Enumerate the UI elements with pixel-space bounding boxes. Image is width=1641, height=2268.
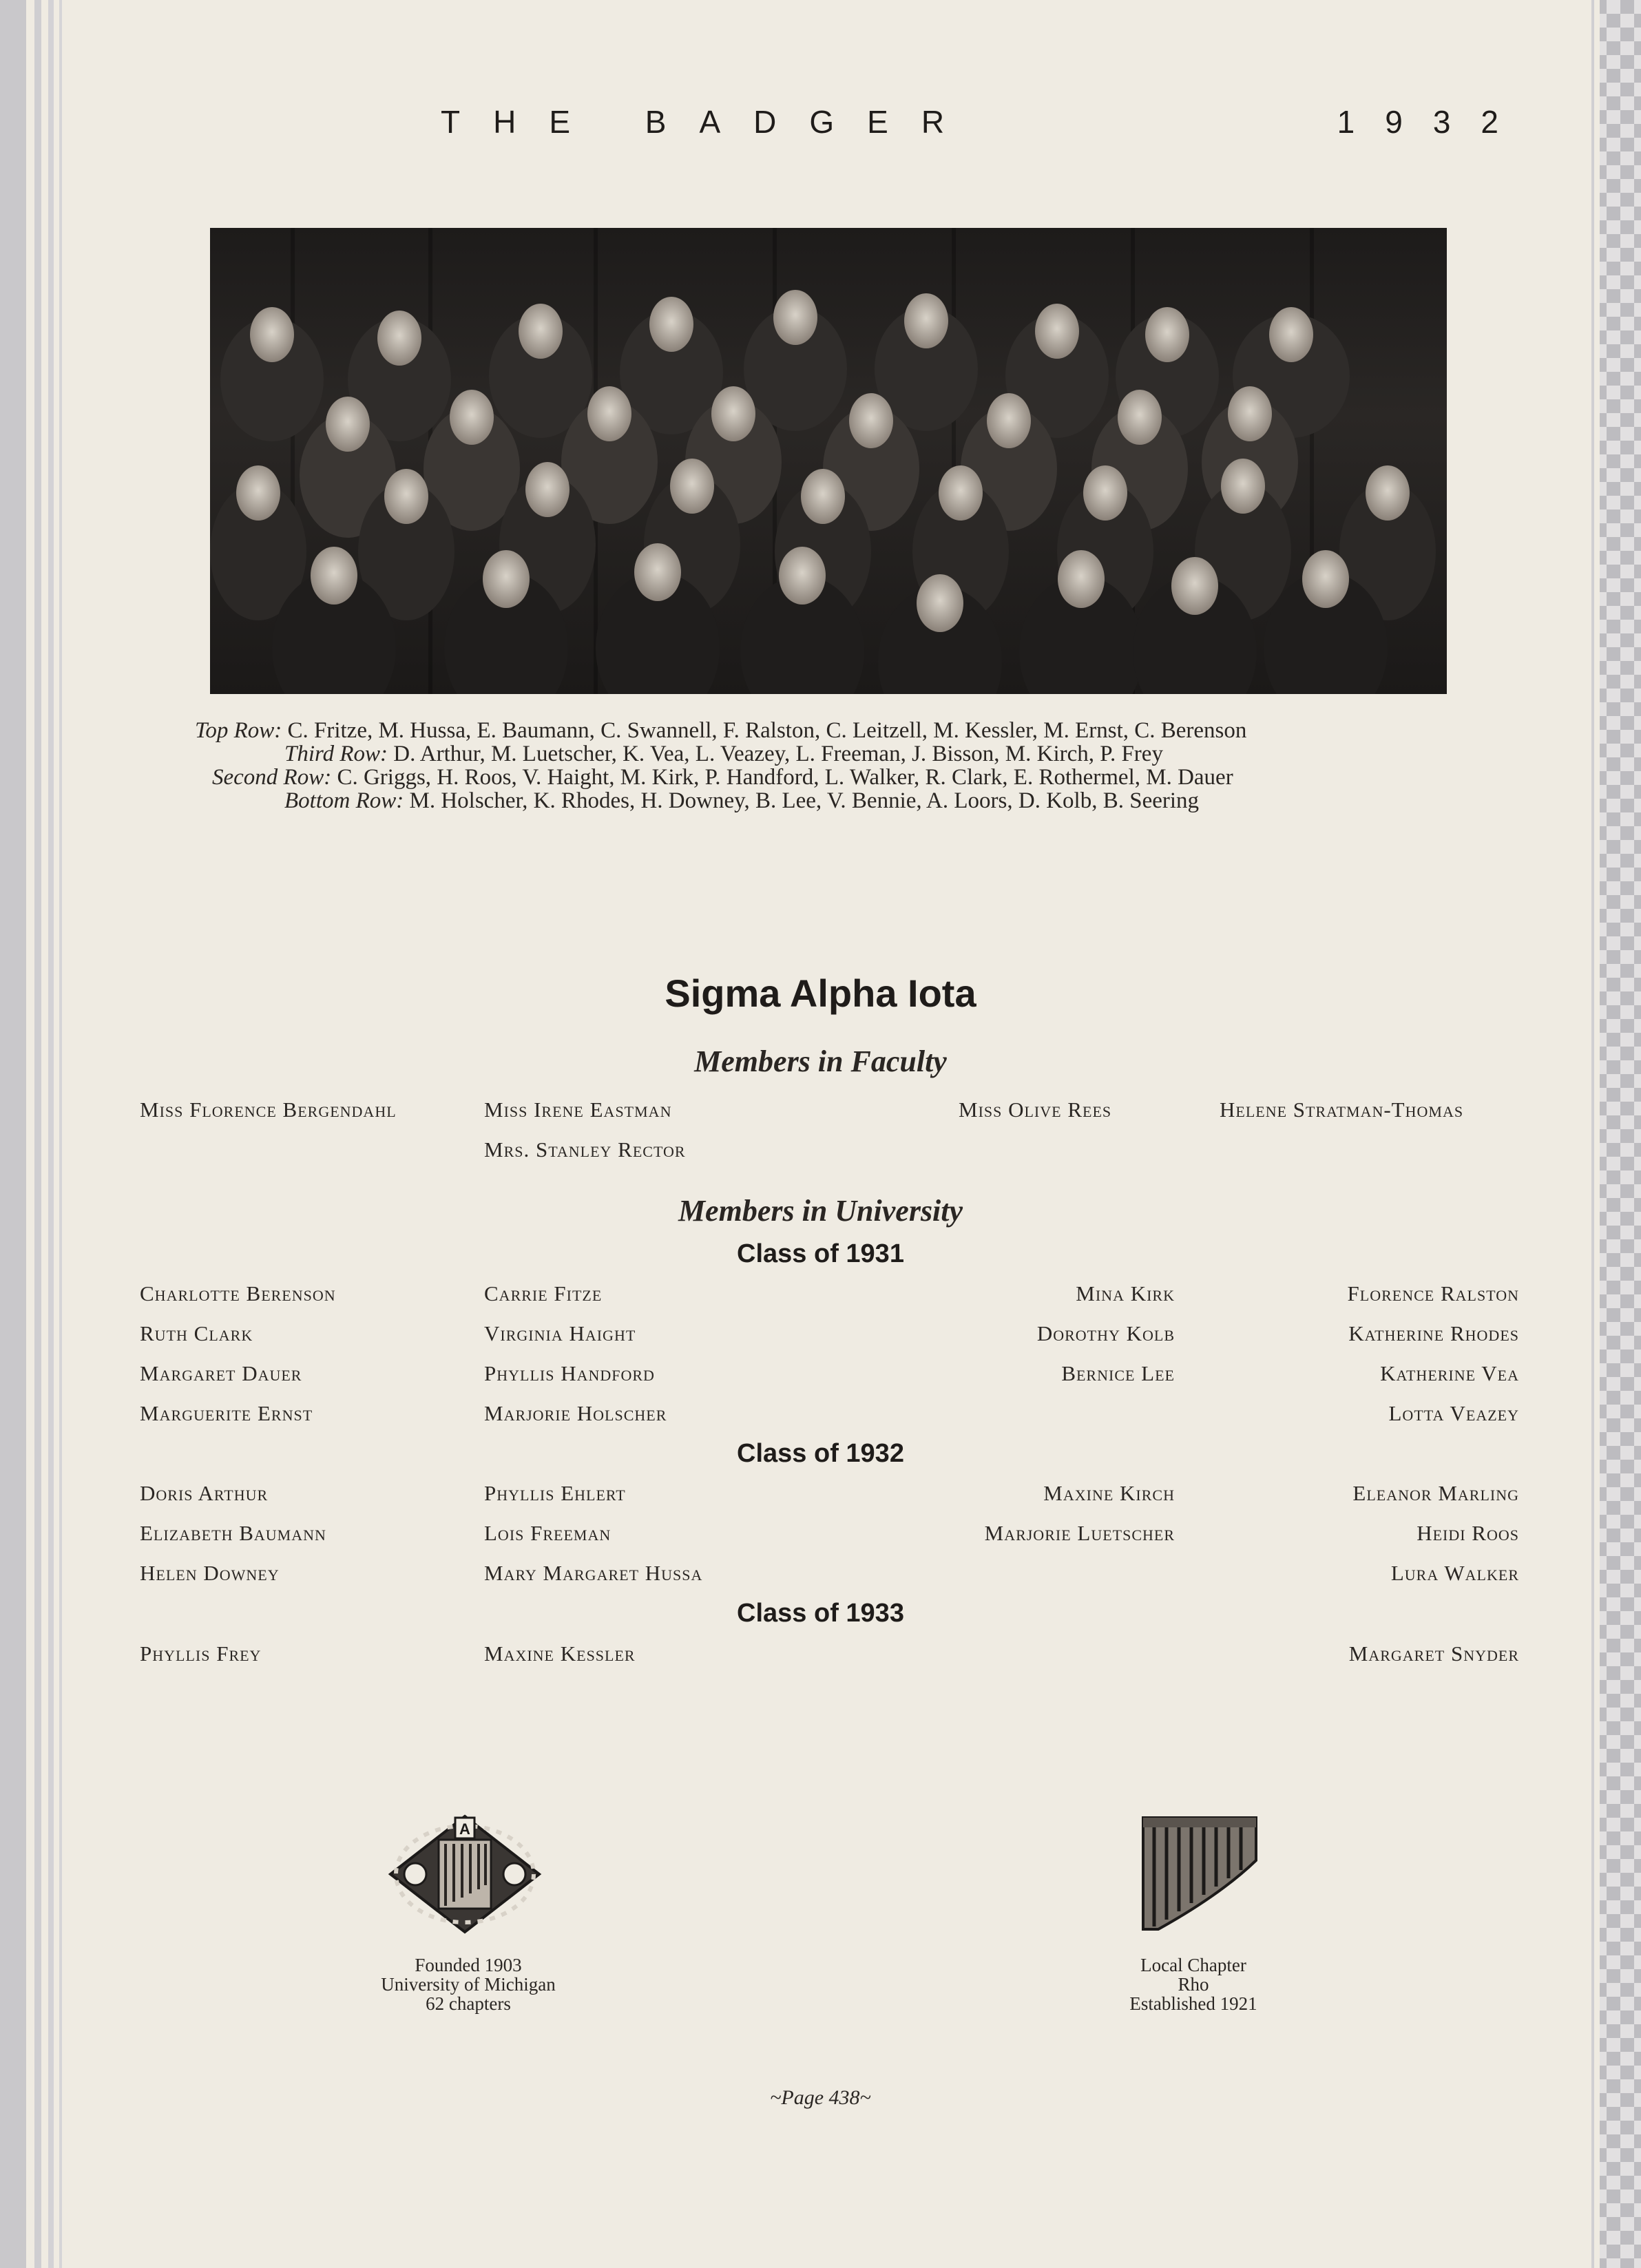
caption-bottom-row: Bottom Row: M. Holscher, K. Rhodes, H. Downey, B. Lee, V. Bennie, A. Loors, D. Kolb, B. Seering: [284, 788, 1200, 813]
organization-title: Sigma Alpha Iota: [665, 972, 976, 1015]
faculty-member: Mrs. Stanley Rector: [484, 1137, 686, 1162]
member-name: Doris Arthur: [140, 1481, 269, 1505]
yearbook-title: THE BADGER: [441, 104, 978, 140]
member-name: Margaret Dauer: [140, 1361, 302, 1385]
member-name: Florence Ralston: [1347, 1281, 1519, 1305]
member-name: Lotta Veazey: [1388, 1401, 1519, 1425]
page-header: [441, 103, 1529, 145]
member-name: Charlotte Berenson: [140, 1281, 336, 1305]
caption-top-row: Top Row: C. Fritze, M. Hussa, E. Baumann, C. Swannell, F. Ralston, C. Leitzell, M. Kessler, M. Ernst, C. Berenson: [195, 718, 1247, 743]
member-name: Phyllis Ehlert: [484, 1481, 626, 1505]
faculty-member: Miss Florence Bergendahl: [140, 1098, 397, 1122]
member-name: Marjorie Luetscher: [984, 1521, 1175, 1545]
founding-info: Founded 1903 University of Michigan 62 chapters: [381, 1955, 556, 2014]
panpipes-icon: [1138, 1812, 1262, 1938]
member-name: Mary Margaret Hussa: [484, 1561, 703, 1585]
faculty-heading: Members in Faculty: [694, 1044, 947, 1078]
member-name: Dorothy Kolb: [1036, 1321, 1175, 1345]
member-name: Katherine Vea: [1380, 1361, 1519, 1385]
member-name: Maxine Kessler: [484, 1641, 636, 1666]
member-name: Marjorie Holscher: [484, 1401, 667, 1425]
member-name: Ruth Clark: [140, 1321, 253, 1345]
member-name: Phyllis Frey: [140, 1641, 262, 1666]
faculty-member: Miss Irene Eastman: [484, 1098, 672, 1122]
chapter-info: Local Chapter Rho Established 1921: [1129, 1955, 1257, 2014]
member-name: Lura Walker: [1390, 1561, 1519, 1585]
member-name: Elizabeth Baumann: [140, 1521, 326, 1545]
member-name: Mina Kirk: [1076, 1281, 1175, 1305]
svg-text:A: A: [459, 1820, 470, 1838]
faculty-member: Miss Olive Rees: [959, 1098, 1112, 1122]
member-name: Lois Freeman: [484, 1521, 612, 1545]
group-photo-illustration: [210, 228, 1447, 694]
group-photo: [210, 228, 1447, 694]
university-heading: Members in University: [678, 1194, 963, 1228]
fraternity-badge-icon: [382, 1811, 547, 1942]
class-1933-heading: Class of 1933: [737, 1599, 904, 1628]
member-name: Margaret Snyder: [1348, 1641, 1519, 1666]
right-decorative-border: [1600, 0, 1641, 2268]
member-name: Heidi Roos: [1417, 1521, 1519, 1545]
member-name: Bernice Lee: [1061, 1361, 1175, 1385]
caption-third-row: Third Row: D. Arthur, M. Luetscher, K. Vea, L. Veazey, L. Freeman, J. Bisson, M. Kirch, P. Frey: [284, 742, 1163, 766]
member-name: Helen Downey: [140, 1561, 280, 1585]
caption-second-row: Second Row: C. Griggs, H. Roos, V. Haight, M. Kirk, P. Handford, L. Walker, R. Clark, E. Rothermel, M. Dauer: [212, 765, 1233, 790]
member-name: Marguerite Ernst: [140, 1401, 313, 1425]
member-name: Carrie Fitze: [484, 1281, 603, 1305]
class-1932-heading: Class of 1932: [737, 1439, 904, 1468]
member-name: Phyllis Handford: [484, 1361, 655, 1385]
class-1931-heading: Class of 1931: [737, 1239, 904, 1268]
left-decorative-border: [0, 0, 63, 2268]
yearbook-year: 1932: [1337, 104, 1529, 140]
faculty-member: Helene Stratman-Thomas: [1220, 1098, 1464, 1122]
member-name: Virginia Haight: [484, 1321, 636, 1345]
member-name: Katherine Rhodes: [1348, 1321, 1519, 1345]
page-number: ~Page 438~: [770, 2086, 871, 2109]
member-name: Eleanor Marling: [1352, 1481, 1519, 1505]
member-name: Maxine Kirch: [1043, 1481, 1175, 1505]
